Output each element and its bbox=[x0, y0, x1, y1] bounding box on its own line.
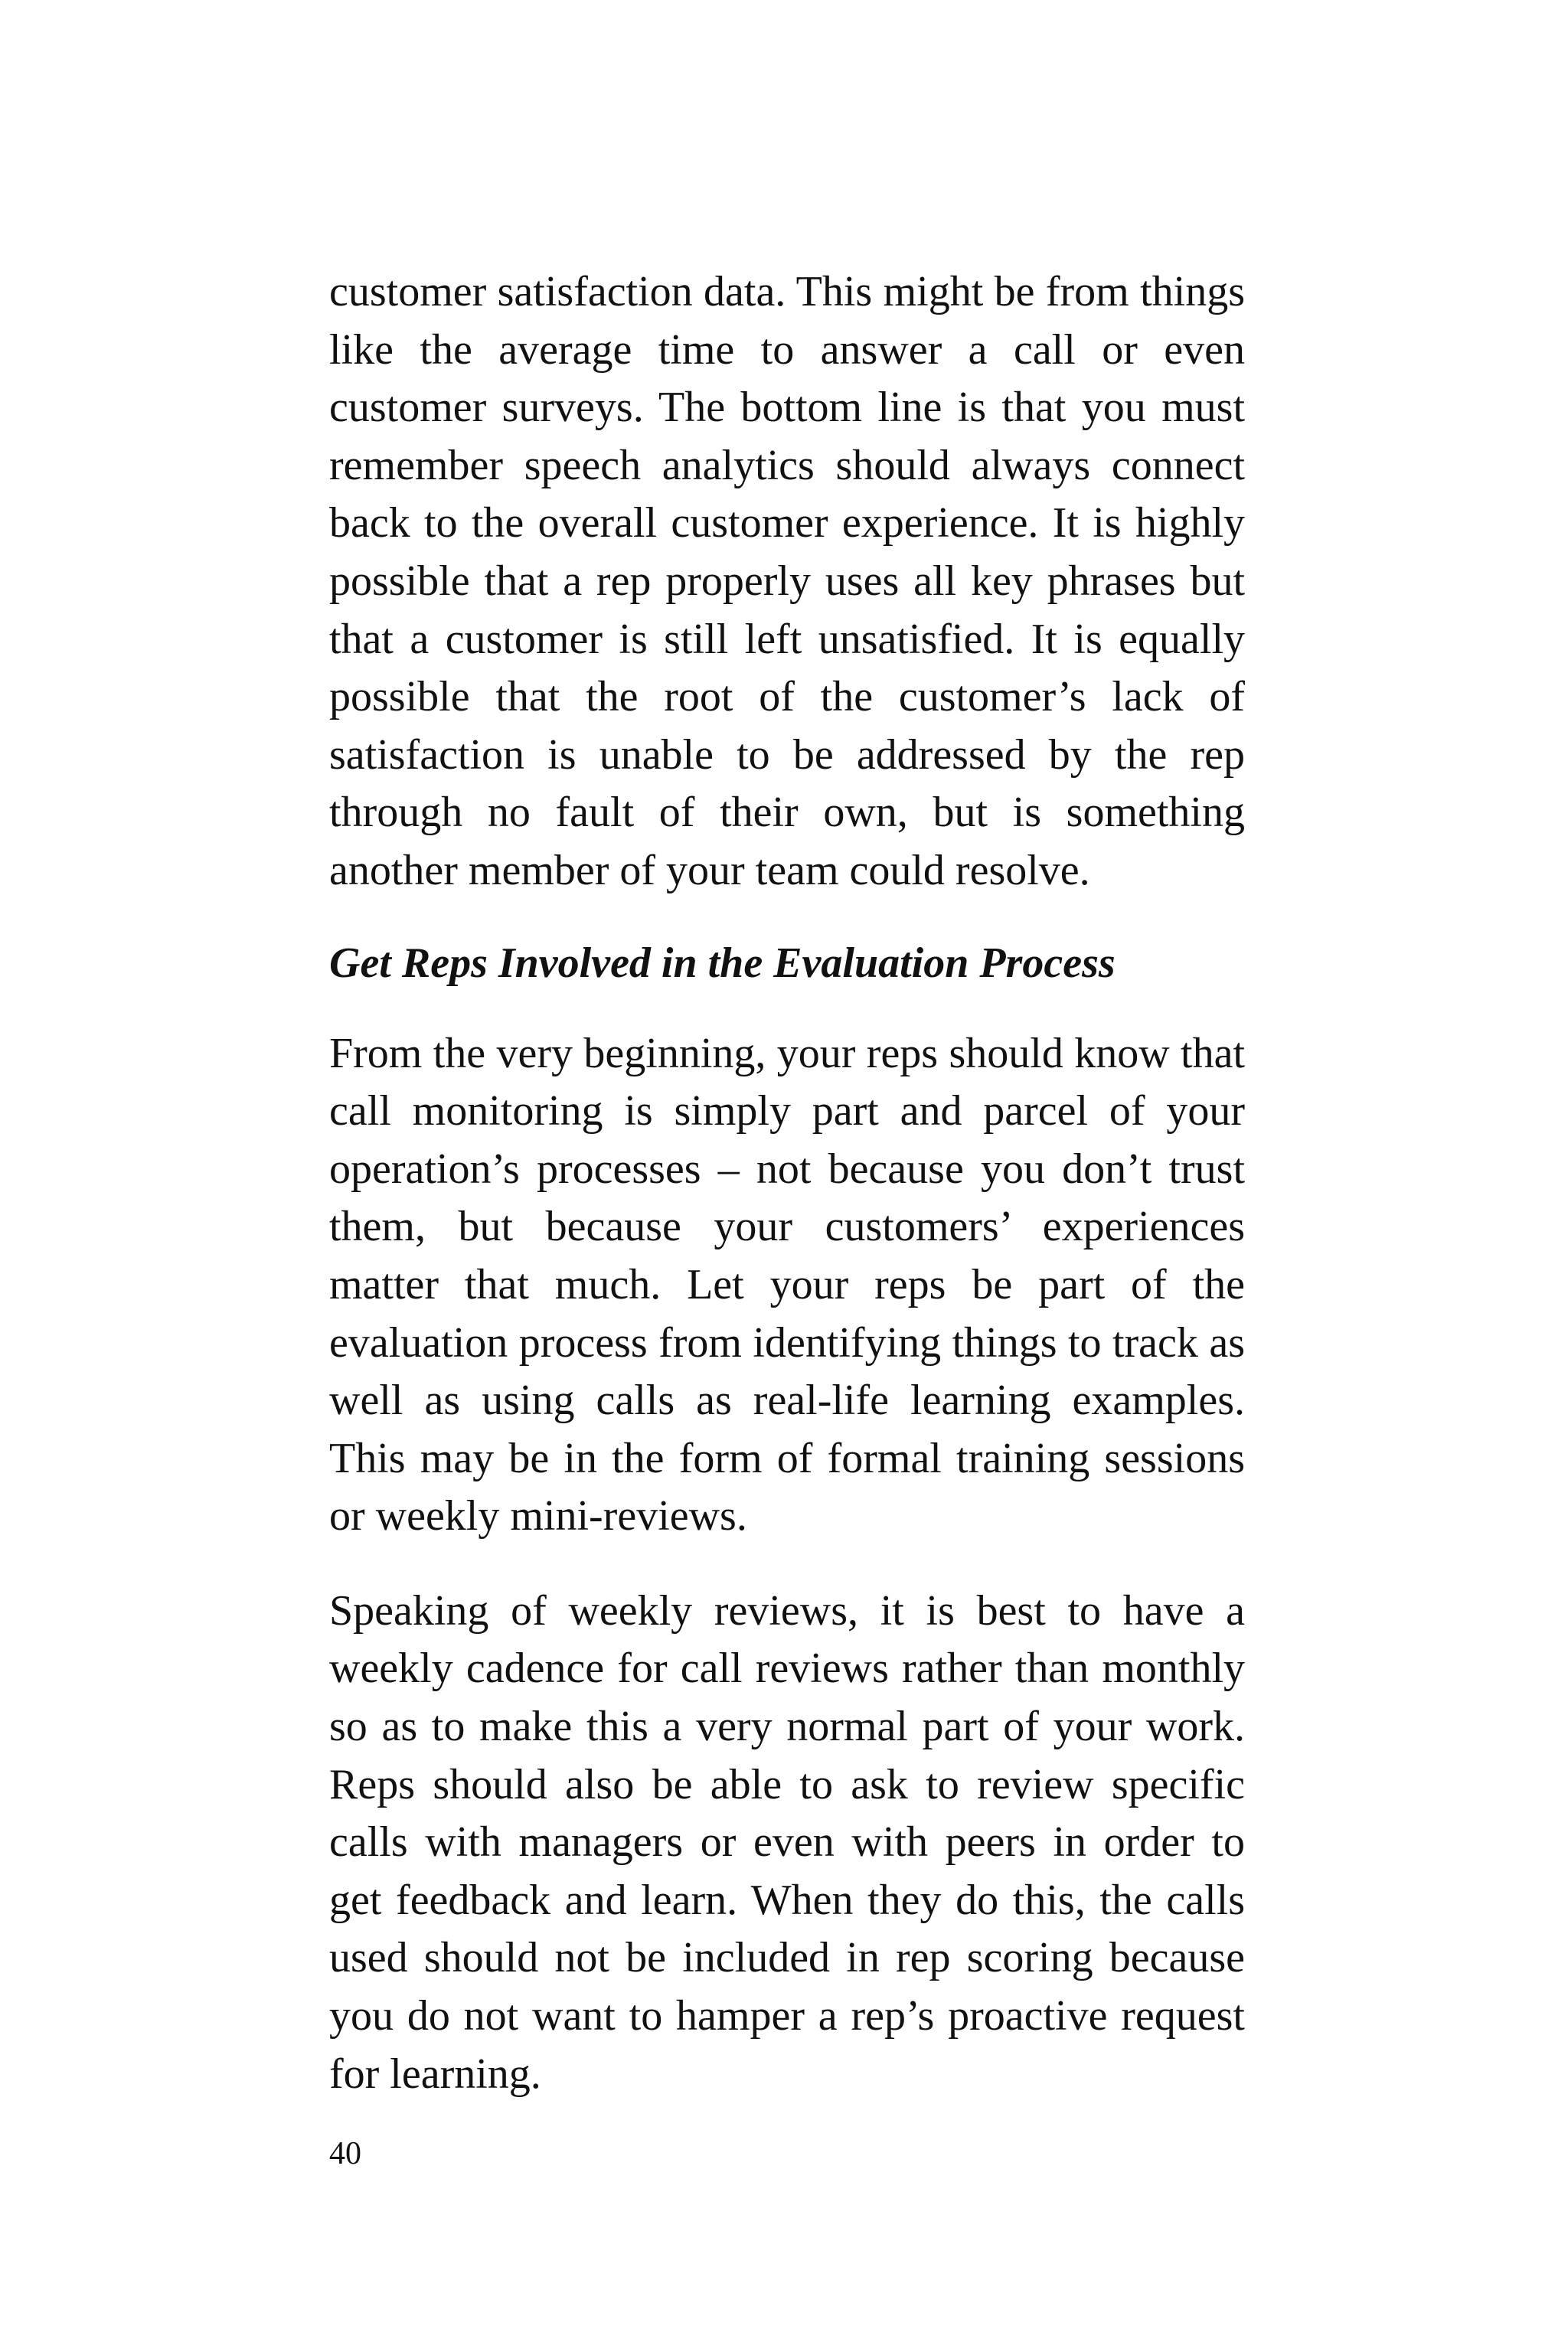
body-text-column bbox=[329, 263, 1245, 2140]
paragraph-from-the-very-beginning: From the very beginning, your reps should know that call monitoring is simply part and parcel of your operation’s processes – not because you don’t trust them, but because your customers’ experiences matter that much. Let your reps be part of the evaluation process from identifying things to track as well as using calls as real-life learning examples. This may be in the form of formal training sessions or weekly mini-reviews. bbox=[329, 1029, 1245, 1540]
paragraph-weekly-reviews: Speaking of weekly reviews, it is best to have a weekly cadence for call reviews rather than monthly so as to make this a very normal part of your work. Reps should also be able to ask to review specific calls with managers or even with peers in order to get feedback and learn. When they do this, the calls used should not be included in rep scoring because you do not want to hamper a rep’s proactive request for learning. bbox=[329, 1586, 1245, 2098]
paragraph-customer-satisfaction: customer satisfaction data. This might be from things like the average time to answer a call or even customer surveys. The bottom line is that you must remember speech analytics should always connect back to the overall customer experience. It is highly possible that a rep properly uses all key phrases but that a customer is still left unsatisfied. It is equally possible that the root of the customer’s lack of satisfaction is unable to be addressed by the rep through no fault of their own, but is something another member of your team could resolve. bbox=[329, 268, 1245, 894]
section-heading: Get Reps Involved in the Evaluation Process bbox=[329, 939, 1116, 987]
page-number: 40 bbox=[329, 2136, 361, 2171]
